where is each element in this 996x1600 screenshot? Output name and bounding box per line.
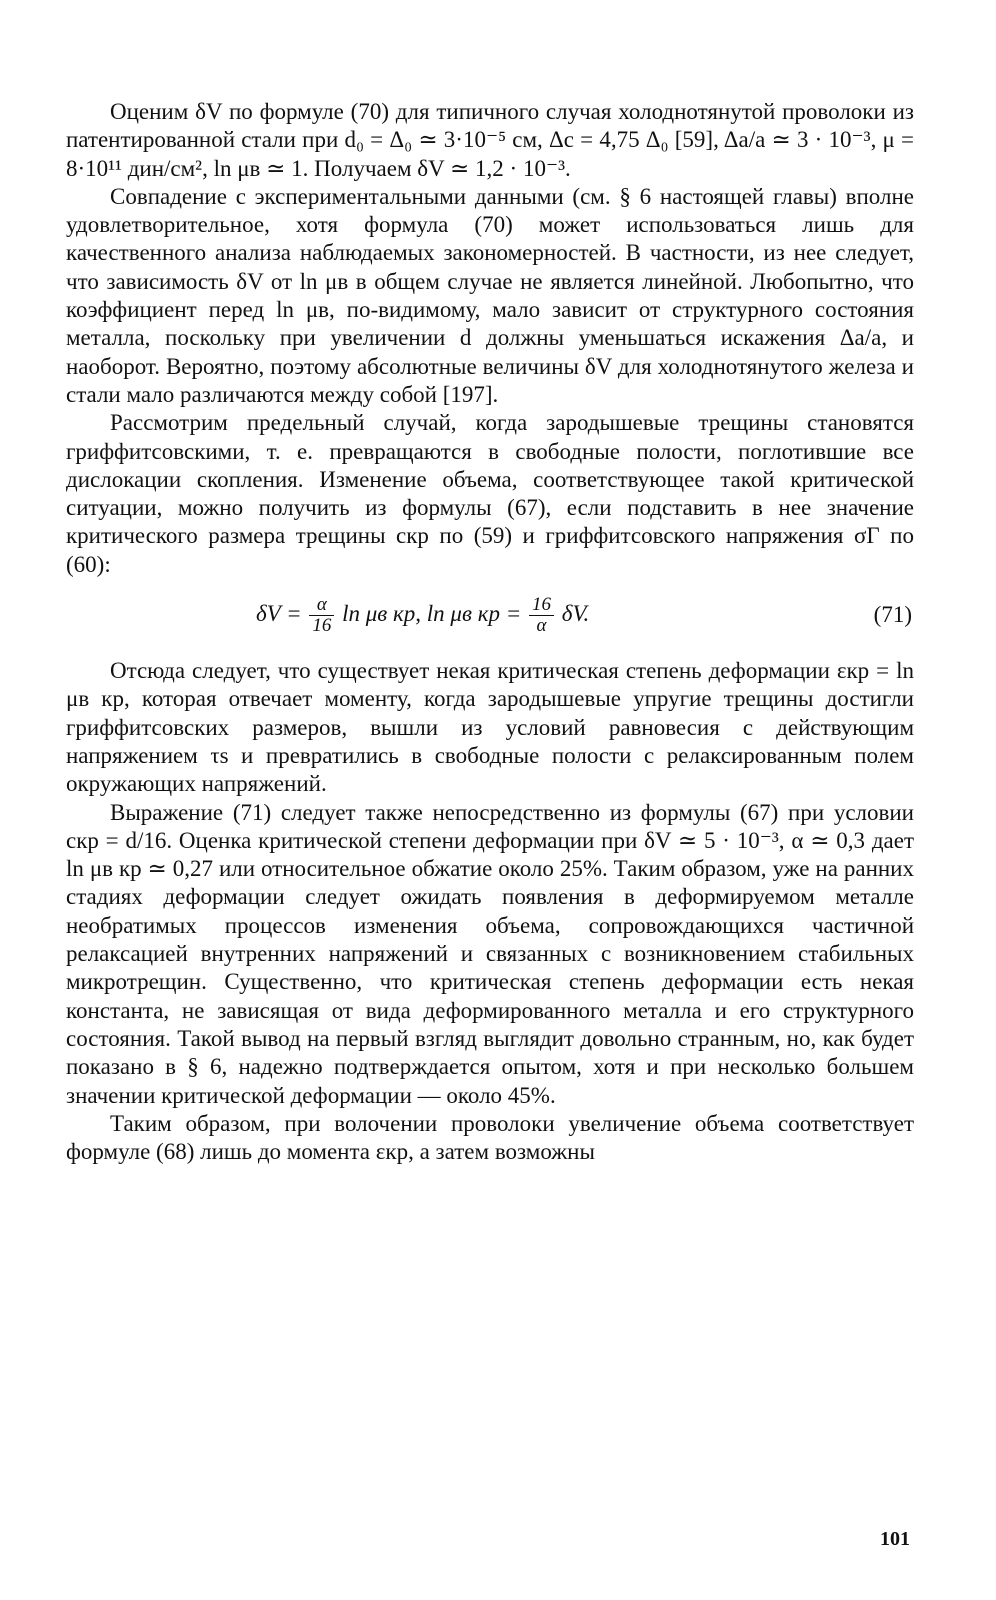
fraction-numerator: α: [309, 595, 334, 616]
equation-left: δV =: [256, 600, 308, 626]
page-number: 101: [880, 1528, 910, 1550]
paragraph-3: Рассмотрим предельный случай, когда зародышевые трещины становятся гриффитсовскими, т. е. превращаются в свободные полости, поглотившие все дислокации скопления. Изменение объема, соответствующее такой критической ситуации, можно получить из формулы (67), если подставить в нее значение критического размера трещины cкр по (59) и гриффитсовского напряжения σГ по (60):: [66, 410, 914, 577]
fraction-numerator: 16: [529, 595, 554, 616]
fraction-denominator: α: [536, 615, 547, 637]
equation-number: (71): [873, 602, 912, 628]
equation-fraction-alpha-16: [309, 595, 334, 636]
paragraph-6: Таким образом, при волочении проволоки увеличение объема соответствует формуле (68) лишь до момента εкр, а затем возможны: [66, 1110, 914, 1165]
paragraph-1: Оценим δV по формуле (70) для типичного случая холоднотянутой проволоки из патентированной стали при d₀ = Δ₀ ≃ 3·10⁻⁵ см, Δс = 4,75 Δ₀ [59], Δa/a ≃ 3 · 10⁻³, μ = 8·10¹¹ дин/см², ln μв ≃ 1. Получаем δV ≃ 1,2 · 10⁻³.: [66, 99, 914, 181]
paragraph-2: Совпадение с экспериментальными данными (см. § 6 настоящей главы) вполне удовлетворительное, хотя формула (70) может использоваться лишь для качественного анализа наблюдаемых закономерностей. В частности, из нее следует, что зависимость δV от ln μв в общем случае не является линейной. Любопытно, что коэффициент перед ln μв, по-видимому, мало зависит от структурного состояния металла, поскольку при увеличении d должны уменьшаться искажения Δa/a, и наоборот. Вероятно, поэтому абсолютные величины δV для холоднотянутого железа и стали мало различаются между собой [197].: [66, 183, 914, 407]
equation-right: δV.: [561, 600, 590, 626]
equation-middle: ln μв кр, ln μв кр =: [342, 600, 527, 626]
equation-71: [66, 585, 914, 647]
paragraph-4: Отсюда следует, что существует некая критическая степень деформации εкр = ln μв кр, которая отвечает моменту, когда зародышевые упругие трещины достигли гриффитсовских размеров, вышли из условий равновесия с действующим напряжением τs и превратились в свободные полости с релаксированным полем окружающих напряжений.: [66, 658, 914, 797]
fraction-denominator: 16: [312, 615, 332, 637]
equation-fraction-16-alpha: [529, 595, 554, 636]
page-body: [66, 98, 914, 1166]
paragraph-5: Выражение (71) следует также непосредственно из формулы (67) при условии cкр = d/16. Оценка критической степени деформации при δV ≃ 5 · 10⁻³, α ≃ 0,3 дает ln μв кр ≃ 0,27 или относительное обжатие около 25%. Таким образом, уже на ранних стадиях деформации следует ожидать появления в деформируемом металле необратимых процессов изменения объема, сопровождающихся частичной релаксацией внутренних напряжений и связанных с возникновением стабильных микротрещин. Существенно, что критическая степень деформации есть некая константа, не зависящая от вида деформированного металла и его структурного состояния. Такой вывод на первый взгляд выглядит довольно странным, но, как будет показано в § 6, надежно подтверждается опытом, хотя и при несколько большем значении критической деформации — около 45%.: [66, 799, 914, 1108]
equation-body: [256, 595, 589, 636]
